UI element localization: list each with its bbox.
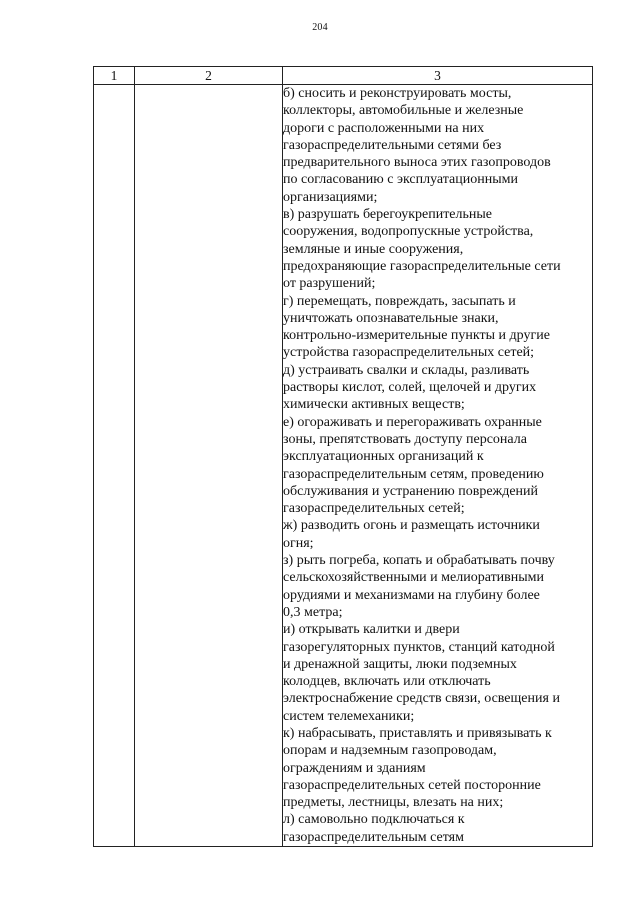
text-line: ограждениям и зданиям: [283, 760, 426, 776]
text-line: зоны, препятствовать доступу персонала: [283, 431, 527, 447]
text-line: орудиями и механизмами на глубину более: [283, 587, 540, 603]
text-line: 0,3 метра;: [283, 604, 343, 620]
text-line: дороги с расположенными на них: [283, 120, 485, 136]
text-line: растворы кислот, солей, щелочей и других: [283, 380, 537, 396]
text-line: б) сносить и реконструировать мосты,: [283, 86, 512, 101]
text-line: з) рыть погреба, копать и обрабатывать почву: [283, 553, 555, 569]
text-line: земляные и иные сооружения,: [283, 241, 464, 257]
column-header-3: 3: [283, 67, 593, 85]
text-line: л) самовольно подключаться к: [283, 812, 465, 828]
text-line: эксплуатационных организаций к: [283, 449, 484, 465]
text-line: от разрушений;: [283, 276, 376, 292]
header-row: [94, 67, 593, 85]
page-number: 204: [312, 22, 328, 33]
column-header-2: 2: [135, 67, 283, 85]
text-line: газорегуляторных пунктов, станций катодной: [283, 639, 555, 655]
text-line: д) устраивать свалки и склады, разливать: [283, 362, 530, 378]
text-line: сооружения, водопропускные устройства,: [283, 224, 534, 240]
column-header-1: 1: [94, 67, 135, 85]
text-line: и) открывать калитки и двери: [283, 622, 460, 638]
text-line: опорам и надземным газопроводам,: [283, 743, 497, 759]
text-line: по согласованию с эксплуатационными: [283, 172, 518, 188]
text-line: газораспределительным сетям, проведению: [283, 466, 544, 482]
text-line: колодцев, включать или отключать: [283, 674, 491, 690]
text-line: предметы, лестницы, влезать на них;: [283, 795, 504, 811]
text-line: контрольно-измерительные пункты и другие: [283, 328, 550, 344]
text-line: е) огораживать и перегораживать охранные: [283, 414, 542, 430]
text-line: газораспределительных сетей посторонние: [283, 777, 541, 793]
text-line: г) перемещать, повреждать, засыпать и: [283, 293, 516, 309]
text-line: обслуживания и устранению повреждений: [283, 483, 539, 499]
column-1-cell: [94, 85, 135, 847]
text-line: систем телемеханики;: [283, 708, 415, 724]
text-line: химически активных веществ;: [283, 397, 465, 413]
text-line: устройства газораспределительных сетей;: [283, 345, 535, 361]
text-line: газораспределительных сетей;: [283, 501, 465, 517]
text-line: и дренажной защиты, люки подземных: [283, 656, 517, 672]
text-line: к) набрасывать, приставлять и привязывать к: [283, 725, 552, 741]
text-line: газораспределительным сетям: [283, 829, 464, 845]
text-line: сельскохозяйственными и мелиоративными: [283, 570, 545, 586]
text-line: предохраняющие газораспределительные сети: [283, 258, 561, 274]
text-line: газораспределительными сетями без: [283, 137, 502, 153]
text-line: уничтожать опознавательные знаки,: [283, 310, 499, 326]
regulation-table: [93, 66, 593, 847]
text-line: электроснабжение средств связи, освещения и: [283, 691, 560, 707]
column-2-cell: [135, 85, 283, 847]
column-3-cell: [283, 85, 593, 847]
table-row: [94, 85, 593, 847]
text-line: предварительного выноса этих газопроводов: [283, 155, 551, 171]
text-line: коллекторы, автомобильные и железные: [283, 103, 524, 119]
text-line: организациями;: [283, 189, 378, 205]
text-line: в) разрушать берегоукрепительные: [283, 207, 493, 223]
text-line: ж) разводить огонь и размещать источники: [283, 518, 540, 534]
text-line: огня;: [283, 535, 314, 551]
